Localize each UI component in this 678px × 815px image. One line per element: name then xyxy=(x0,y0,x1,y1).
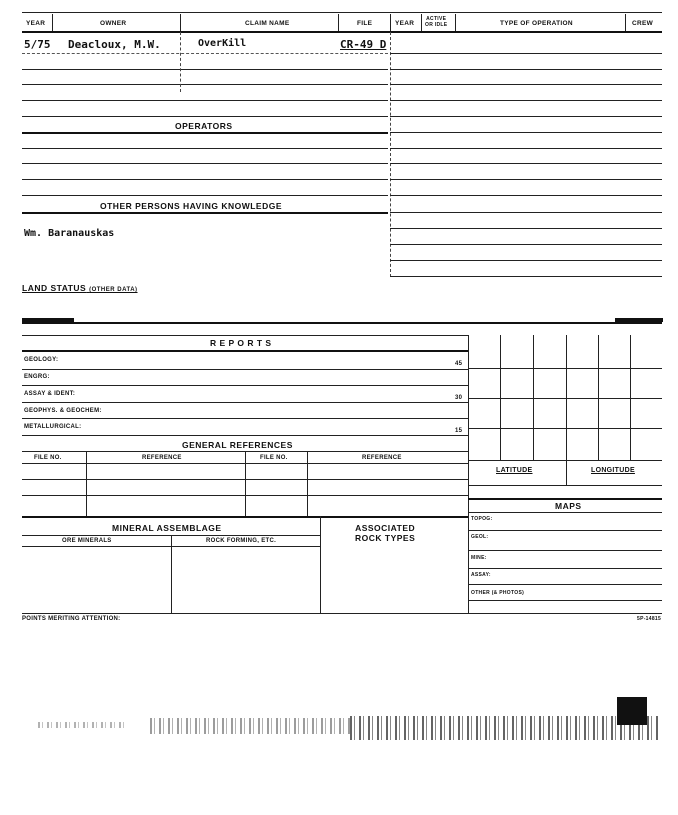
col-file-header: FILE xyxy=(357,20,373,27)
operators-rule xyxy=(22,132,388,134)
longitude-label: LONGITUDE xyxy=(591,467,635,474)
map-topog-label: TOPOG: xyxy=(471,516,493,522)
claims-line xyxy=(22,69,388,70)
col-reference-1: REFERENCE xyxy=(142,455,182,461)
map-line xyxy=(468,584,662,585)
land-status-title xyxy=(22,283,138,293)
maps-title: MAPS xyxy=(555,501,582,511)
scan-mark xyxy=(615,318,663,322)
operators-title: OPERATORS xyxy=(175,121,233,131)
ref-bottom-rule xyxy=(22,516,468,518)
report-geophys-label: GEOPHYS. & GEOCHEM: xyxy=(24,408,102,414)
ref-divider xyxy=(307,451,308,516)
map-line xyxy=(468,600,662,601)
report-line xyxy=(22,402,468,403)
entry-file: CR-49 D xyxy=(340,38,387,51)
mineral-assemblage-title: MINERAL ASSEMBLAGE xyxy=(112,523,222,533)
entry-owner: Deacloux, M.W. xyxy=(68,38,161,51)
location-grid-border xyxy=(468,335,469,613)
entry-year: 5/75 xyxy=(24,38,51,51)
claims-line xyxy=(22,84,388,85)
col-crew-header: CREW xyxy=(632,20,654,27)
log-line xyxy=(390,148,662,149)
land-status-subtitle: (OTHER DATA) xyxy=(89,287,138,293)
log-line xyxy=(390,132,662,133)
header-divider xyxy=(338,14,339,31)
header-divider xyxy=(52,14,53,31)
reports-top-rule xyxy=(22,335,468,336)
header-bottom-rule xyxy=(22,31,662,33)
map-geol-label: GEOL: xyxy=(471,534,489,540)
mineral-divider xyxy=(320,516,321,613)
report-geology-label: GEOLOGY: xyxy=(24,357,59,363)
report-line xyxy=(22,385,468,386)
map-line xyxy=(468,530,662,531)
operators-line xyxy=(22,148,388,149)
claims-line xyxy=(22,100,388,101)
other-persons-title: OTHER PERSONS HAVING KNOWLEDGE xyxy=(100,201,283,211)
col-reference-2: REFERENCE xyxy=(362,455,402,461)
scan-mark xyxy=(22,318,74,322)
header-divider xyxy=(421,14,422,31)
grid-line xyxy=(566,335,567,485)
report-geology-num: 45 xyxy=(455,361,463,367)
associated-rock-types-title xyxy=(355,523,415,543)
col-rock-forming: ROCK FORMING, ETC. xyxy=(206,538,277,544)
header-divider xyxy=(625,14,626,31)
col-ore-minerals: ORE MINERALS xyxy=(62,538,112,544)
log-line xyxy=(390,116,662,117)
log-line xyxy=(390,228,662,229)
points-meriting-attention-label: POINTS MERITING ATTENTION: xyxy=(22,616,121,622)
log-line xyxy=(390,84,662,85)
operators-line xyxy=(22,195,388,196)
header-divider xyxy=(180,14,181,31)
general-references-title: GENERAL REFERENCES xyxy=(182,440,293,450)
map-line xyxy=(468,568,662,569)
col-type-of-operation-header: TYPE OF OPERATION xyxy=(500,20,573,27)
log-line xyxy=(390,212,662,213)
operators-line xyxy=(22,179,388,180)
form-bottom-rule xyxy=(22,613,662,614)
col-active-header xyxy=(425,16,447,28)
col-file-no-1: FILE NO. xyxy=(34,455,62,461)
col-year2-header: YEAR xyxy=(395,20,415,27)
report-metallurgical-label: METALLURGICAL: xyxy=(24,424,82,430)
log-line xyxy=(390,195,662,196)
report-metallurgical-num: 15 xyxy=(455,428,463,434)
latitude-label: LATITUDE xyxy=(496,467,533,474)
assoc-line2: ROCK TYPES xyxy=(355,533,416,543)
map-assay-label: ASSAY: xyxy=(471,572,491,578)
assoc-line1: ASSOCIATED xyxy=(355,523,416,533)
maps-top-rule xyxy=(468,498,662,500)
log-line xyxy=(390,100,662,101)
col-active-line1: ACTIVE xyxy=(426,16,447,22)
report-engrg-label: ENGRG: xyxy=(24,374,50,380)
mineral-divider xyxy=(171,535,172,613)
form-number: 5P-14815 xyxy=(637,616,662,622)
report-line xyxy=(22,369,468,370)
maps-rule xyxy=(468,512,662,513)
reports-title: R E P O R T S xyxy=(210,338,272,348)
scan-mark xyxy=(617,697,647,725)
col-claim-name-header: CLAIM NAME xyxy=(245,20,290,27)
report-assay-label: ASSAY & IDENT: xyxy=(24,391,76,397)
scan-noise xyxy=(350,716,660,740)
report-assay-num: 30 xyxy=(455,395,463,401)
log-line xyxy=(390,69,662,70)
grid-line xyxy=(468,460,662,461)
log-line xyxy=(390,276,662,277)
ref-divider xyxy=(245,451,246,516)
header-divider xyxy=(455,14,456,31)
ref-divider xyxy=(86,451,87,516)
grid-line xyxy=(468,368,662,369)
grid-line xyxy=(468,485,662,486)
entry-claim-name: OverKill xyxy=(198,38,247,49)
scan-noise xyxy=(38,722,128,728)
other-persons-rule xyxy=(22,212,388,214)
log-line xyxy=(390,53,662,54)
reports-rule xyxy=(22,350,468,352)
map-other-label: OTHER (& PHOTOS) xyxy=(471,590,525,596)
land-status-label: LAND STATUS xyxy=(22,283,87,293)
log-line xyxy=(390,179,662,180)
claims-line xyxy=(22,116,388,117)
report-line xyxy=(22,418,468,419)
scan-noise xyxy=(150,718,350,734)
claims-line xyxy=(22,53,388,54)
col-active-line2: OR IDLE xyxy=(425,22,448,28)
operators-line xyxy=(22,163,388,164)
map-mine-label: MINE: xyxy=(471,555,487,561)
col-year-header: YEAR xyxy=(26,20,46,27)
log-line xyxy=(390,244,662,245)
land-status-rule xyxy=(22,322,662,324)
header-top-rule xyxy=(22,12,662,13)
report-line xyxy=(22,435,468,436)
col-file-no-2: FILE NO. xyxy=(260,455,288,461)
log-line xyxy=(390,163,662,164)
other-person-name: Wm. Baranauskas xyxy=(24,228,115,239)
claims-divider xyxy=(180,32,181,92)
grid-line xyxy=(468,428,662,429)
log-line xyxy=(390,260,662,261)
map-line xyxy=(468,550,662,551)
col-owner-header: OWNER xyxy=(100,20,127,27)
header-divider xyxy=(390,14,391,31)
grid-line xyxy=(468,398,662,399)
